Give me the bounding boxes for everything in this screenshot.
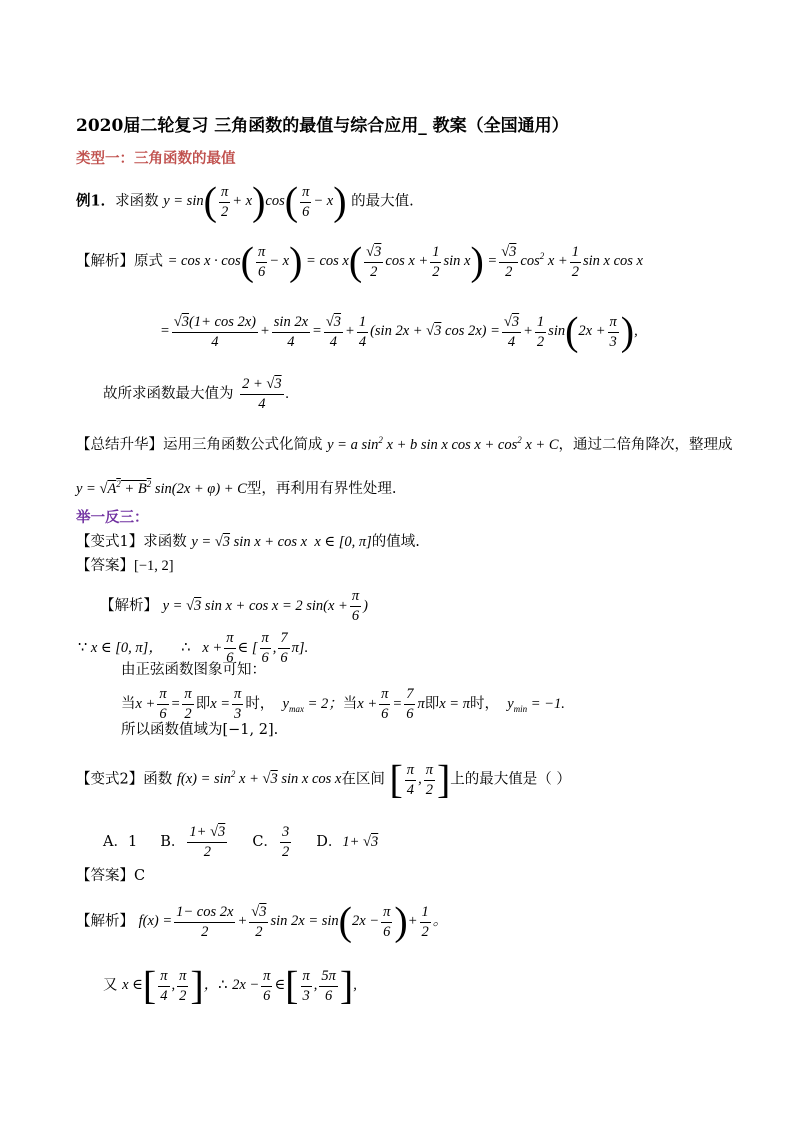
summary-line-2	[76, 474, 396, 499]
variant-1-solution-1	[100, 588, 368, 625]
summary-formula-2: $y = √A^2 + B^2$ sin(2x + φ) + C	[76, 479, 247, 497]
option-d[interactable]: D．	[316, 833, 343, 850]
variant-2-interval: [ $\frac{\pi}{4}$ , $\frac{\pi}{2}$ ]	[389, 757, 451, 802]
when-text-2: 当	[342, 695, 358, 712]
variant-1-solution-formula: y = √3 sin x + cos x = 2 sin(x + $\frac{\pi}{6}$ )	[162, 588, 368, 624]
variant-1-tail: 的值域.	[371, 534, 420, 550]
answer-label-2: 【答案】	[76, 868, 134, 884]
option-b[interactable]: B．	[160, 833, 186, 850]
answer-value-2: C	[134, 868, 146, 884]
answer-label: 【答案】	[76, 558, 134, 574]
min-x: x = π	[439, 695, 470, 712]
option-b-value: $\frac{1+ √3}{2}$	[189, 824, 226, 860]
option-d-value: 1+ √3	[342, 833, 379, 850]
variant-1-extrema	[121, 686, 565, 723]
section-heading-2: 举一反三：	[76, 509, 149, 526]
variant-1-domain: x ∈ [0, π]，	[87, 639, 163, 656]
variant-2-text: 函数	[143, 771, 173, 788]
ji-text-2: 即	[424, 695, 440, 712]
answer-value: [−1, 2]	[134, 558, 174, 574]
therefore-symbol: ∴	[181, 639, 191, 656]
summary-line-1	[76, 430, 733, 455]
summary-formula: y = a $\sin^2 x + b$ sin x $\cos x + \cos^2 x + C$	[327, 435, 559, 453]
option-c[interactable]: C．	[252, 833, 278, 850]
solution-label: 【解析】	[100, 597, 158, 614]
max-cond: x + $\frac{\pi}{6}$ = $\frac{\pi}{2}$	[135, 686, 192, 722]
ymax: $y_{max} = 2$；	[278, 695, 343, 714]
shi-text-2: 时，	[469, 695, 499, 712]
example-1-line	[76, 179, 414, 224]
variant-2-domain: x ∈[ $\frac{\pi}{4}$ , $\frac{\pi}{2}$ ]，	[122, 963, 219, 1008]
you-text: 又	[103, 977, 118, 994]
variant-2-formula: $f(x) = \sin^2 x + √3$ sin x cos x	[176, 769, 342, 788]
solution-label: 【解析】	[76, 253, 134, 270]
shi-text: 时，	[245, 695, 275, 712]
variant-2-line	[76, 757, 571, 802]
min-cond: x + $\frac{\pi}{6}$ = $\frac{7}{6}$ π	[357, 686, 425, 722]
page-title: 2020届二轮复习 三角函数的最值与综合应用_ 教案（全国通用）	[76, 116, 569, 136]
options-line	[103, 824, 378, 861]
variant-2-tail: 上的最大值是（ ）	[450, 771, 571, 788]
variant-2-arg-range: 2x − $\frac{\pi}{6}$ ∈[ $\frac{\pi}{3}$ , $\frac{5\pi}{6}$ ],	[232, 963, 357, 1008]
example-tail: 的最大值.	[351, 193, 414, 210]
conclusion-value: $\frac{2 + √3}{4}$ .	[242, 376, 290, 412]
variant-2-solution-2	[103, 963, 357, 1008]
because-symbol: ∵	[78, 639, 88, 656]
summary-type: 型，再利用有界性处理.	[246, 480, 397, 497]
summary-label: 【总结升华】	[76, 436, 163, 453]
variant-1-text: 求函数	[143, 534, 187, 550]
conclusion-text: 故所求函数最大值为	[103, 385, 234, 402]
variant-2-label: 【变式2】	[76, 771, 144, 788]
variant-2-answer	[76, 866, 145, 886]
section-heading-1: 类型一：三角函数的最值	[76, 150, 236, 167]
max-x: x = $\frac{\pi}{3}$	[210, 686, 242, 722]
summary-text-2: ，通过二倍角降次，整理成	[558, 436, 733, 453]
ymin: $y_{min} = -1$.	[503, 695, 565, 714]
variant-2-mid: 在区间	[341, 771, 385, 788]
solution-formula-1: = cos x · cos( $\frac{\pi}{6}$ − x) = cos x( $\frac{√3}{2}$ cos x + $\frac{1}{2}$ sin x) = $\frac{√3}{2}$ $\cos^2 x$ + $\frac{1}{2}$ sin x cos x	[167, 239, 643, 284]
variant-1-graph: 由正弦函数图象可知：	[121, 662, 266, 678]
ji-text: 即	[195, 695, 211, 712]
variant-1-line	[76, 532, 420, 552]
variant-2-solution-1	[76, 899, 448, 944]
solution-line-1	[76, 239, 643, 284]
summary-text: 运用三角函数公式化简成	[163, 436, 323, 453]
conclusion-line	[103, 376, 289, 413]
solution-formula-2: = $\frac{√3(1+ \cos 2x)}{4}$ + $\frac{\sin 2x}{4}$ = $\frac{√3}{4}$ + $\frac{1}{4}$ (sin 2x + √3 cos 2x) = $\frac{√3}{4}$ + $\frac{1}{2}$ sin(2x + $\frac{\pi}{3}$ ),	[160, 309, 638, 354]
solution-yuanshi: 原式	[134, 253, 163, 270]
example-text: 求函数	[115, 193, 159, 210]
variant-1-label: 【变式1】	[76, 534, 144, 550]
variant-1-arg-range: x + $\frac{\pi}{6}$ ∈ [ $\frac{\pi}{6}$ , $\frac{7}{6}$ π].	[195, 630, 309, 666]
example-label: 例1．	[76, 192, 116, 210]
when-text: 当	[121, 695, 136, 712]
example-formula: y = sin( $\frac{\pi}{2}$ + x)cos( $\frac{\pi}{6}$ − x)	[163, 179, 347, 224]
solution-line-2	[160, 309, 638, 354]
variant-1-answer	[76, 556, 174, 576]
therefore-symbol-2: ∴	[218, 977, 228, 994]
option-a[interactable]: A．1	[103, 833, 138, 850]
solution-label-2: 【解析】	[76, 913, 134, 930]
option-c-value: $\frac{3}{2}$	[281, 824, 290, 860]
variant-1-range: 所以函数值域为[−1, 2].	[121, 722, 279, 738]
variant-1-formula: y = √3 sin x + cos x x ∈ [0, π]	[191, 534, 372, 550]
variant-2-solution-formula: f(x) = $\frac{1- \cos 2x}{2}$ + $\frac{√3}{2}$ sin 2x = sin(2x − $\frac{\pi}{6}$ )+ $\frac{1}{2}$ 。	[138, 899, 448, 944]
